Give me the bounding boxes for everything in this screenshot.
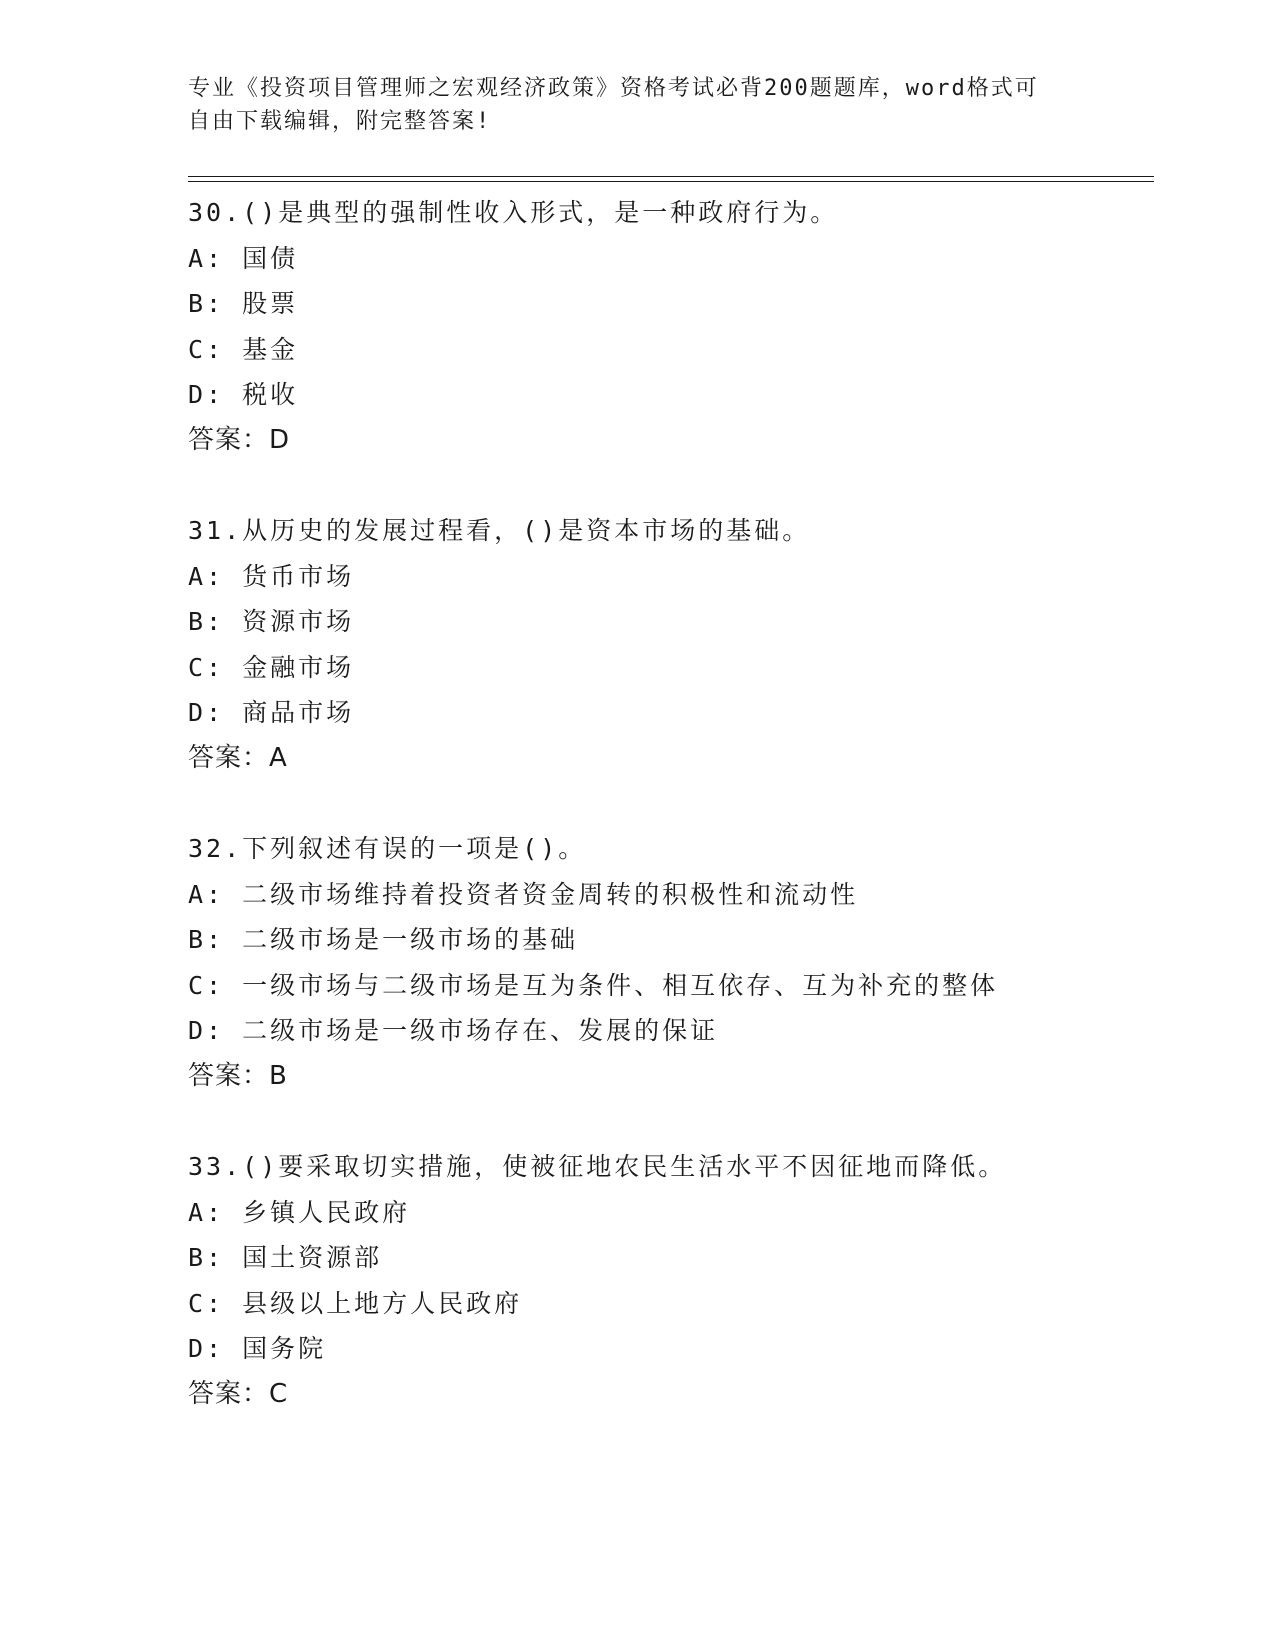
- question-stem: 30.()是典型的强制性收入形式，是一种政府行为。: [188, 198, 839, 227]
- option-b: B: 二级市场是一级市场的基础: [188, 925, 579, 954]
- header-divider-top: [188, 176, 1154, 177]
- option-b: B: 国土资源部: [188, 1243, 383, 1272]
- option-c: C: 县级以上地方人民政府: [188, 1288, 523, 1318]
- question-30: [188, 190, 1154, 508]
- option-c: C: 基金: [188, 334, 299, 364]
- option-c: C: 金融市场: [188, 652, 355, 682]
- question-stem: 32.下列叙述有误的一项是()。: [188, 834, 587, 863]
- answer: 答案：B: [188, 1060, 288, 1091]
- option-d: D: 二级市场是一级市场存在、发展的保证: [188, 1016, 719, 1045]
- header-divider-bottom: [188, 181, 1154, 182]
- option-d: D: 国务院: [188, 1334, 327, 1363]
- question-stem: 33.()要采取切实措施，使被征地农民生活水平不因征地而降低。: [188, 1152, 1007, 1181]
- option-a: A: 二级市场维持着投资者资金周转的积极性和流动性: [188, 879, 859, 909]
- option-a: A: 乡镇人民政府: [188, 1197, 411, 1227]
- question-31: [188, 508, 1154, 826]
- question-33: [188, 1144, 1154, 1462]
- document-header: [188, 72, 1068, 138]
- question-32: [188, 826, 1154, 1144]
- question-stem: 31.从历史的发展过程看，()是资本市场的基础。: [188, 516, 811, 545]
- option-a: A: 国债: [188, 243, 299, 273]
- answer: 答案：D: [188, 424, 291, 455]
- option-d: D: 税收: [188, 380, 299, 409]
- option-b: B: 股票: [188, 289, 299, 318]
- option-a: A: 货币市场: [188, 561, 355, 591]
- answer: 答案：A: [188, 742, 288, 773]
- header-line-1: 专业《投资项目管理师之宏观经济政策》资格考试必背200题题库，word格式可: [188, 76, 1039, 101]
- option-d: D: 商品市场: [188, 698, 355, 727]
- question-list: [188, 190, 1154, 1462]
- option-b: B: 资源市场: [188, 607, 355, 636]
- answer: 答案：C: [188, 1378, 289, 1409]
- option-c: C: 一级市场与二级市场是互为条件、相互依存、互为补充的整体: [188, 970, 999, 1000]
- header-line-2: 自由下载编辑，附完整答案!: [188, 109, 492, 134]
